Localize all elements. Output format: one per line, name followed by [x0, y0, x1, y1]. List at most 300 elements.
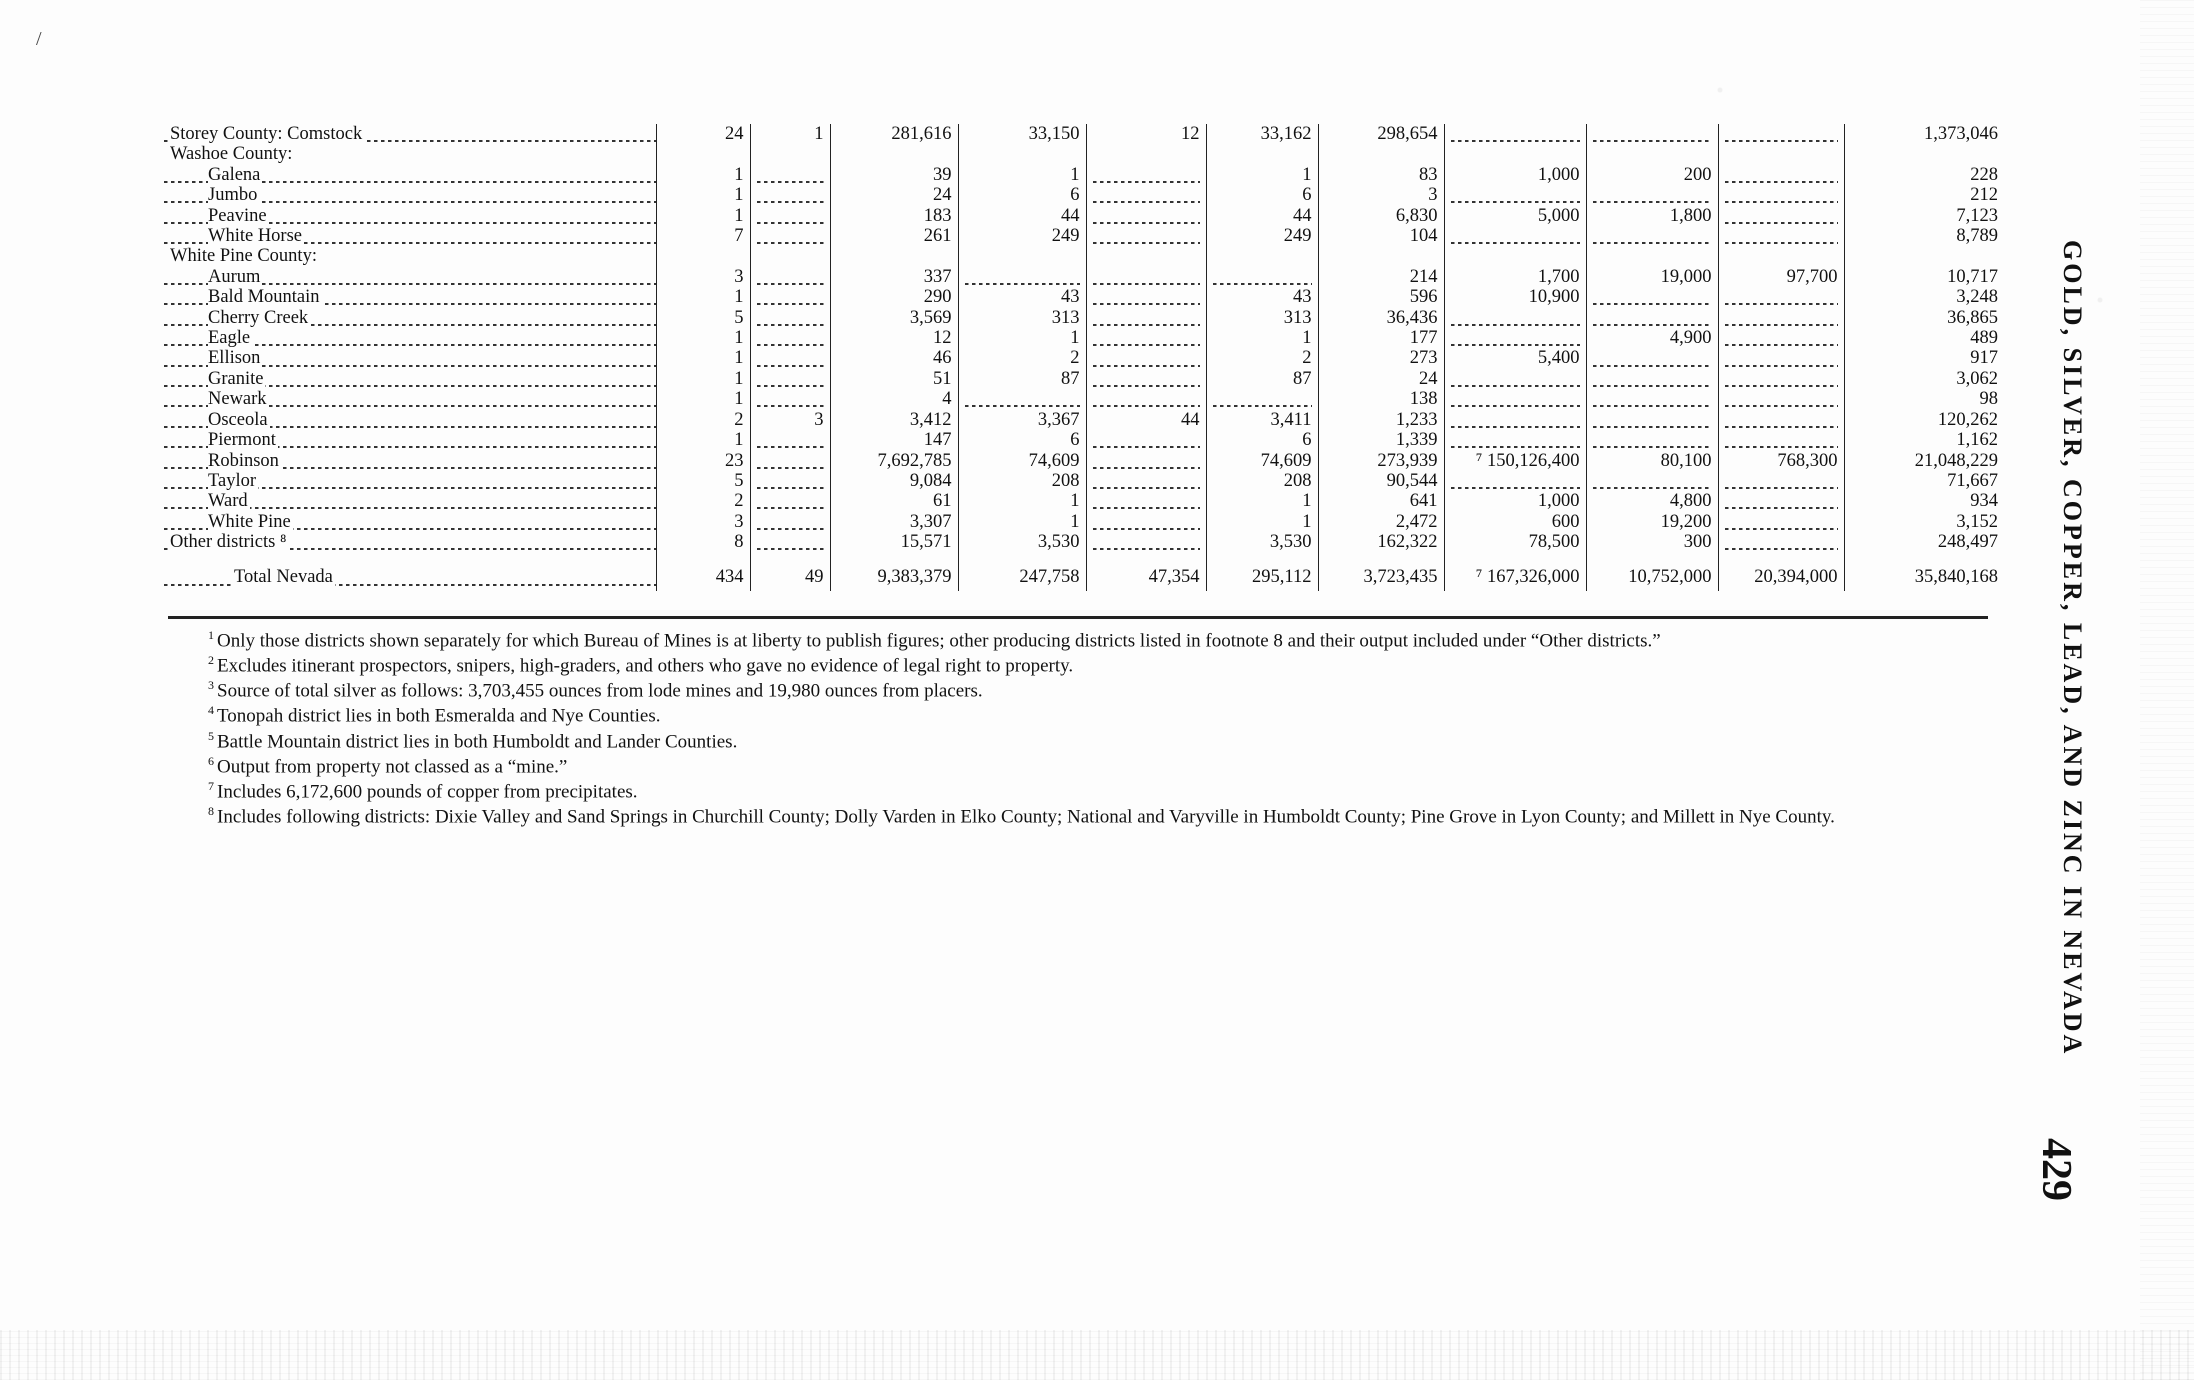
- table-cell-empty: [656, 246, 750, 266]
- table-cell: 247,758: [958, 553, 1086, 591]
- table-cell: 35,840,168: [1844, 553, 2004, 591]
- table-cell-dash: [1718, 328, 1844, 348]
- district-name: [164, 308, 656, 328]
- table-cell-dash: [1086, 348, 1206, 368]
- district-label: Jumbo: [208, 185, 258, 206]
- footnote-text: Battle Mountain district lies in both Humboldt and Lander Counties.: [217, 730, 738, 752]
- table-cell: 5,000: [1444, 206, 1586, 226]
- table-cell-empty: [830, 246, 958, 266]
- table-cell: 1: [958, 165, 1086, 185]
- table-cell: ⁷ 150,126,400: [1444, 451, 1586, 471]
- district-name: [164, 348, 656, 368]
- table-cell-dash: [1586, 471, 1718, 491]
- district-label: Aurum: [208, 266, 261, 287]
- table-cell: 3: [750, 410, 830, 430]
- table-cell-dash: [1086, 287, 1206, 307]
- table-cell: 3: [656, 267, 750, 287]
- district-name: [164, 532, 656, 552]
- district-label: Washoe County:: [170, 144, 293, 165]
- table-cell-empty: [958, 246, 1086, 266]
- footnote-mark: 2: [208, 653, 214, 668]
- table-cell-empty: [750, 246, 830, 266]
- district-name: [164, 410, 656, 430]
- footnote-text: Source of total silver as follows: 3,703,455 ounces from lode mines and 19,980 ounces from placers.: [217, 680, 983, 702]
- table-cell-empty: [656, 144, 750, 164]
- district-name: [164, 267, 656, 287]
- table-row: [164, 491, 2004, 511]
- district-label: Robinson: [208, 450, 279, 471]
- district-label: White Pine County:: [170, 246, 317, 267]
- district-name: [164, 226, 656, 246]
- table-cell: 1: [656, 389, 750, 409]
- production-table: [164, 124, 2004, 591]
- table-cell: 3: [1318, 185, 1444, 205]
- table-row: [164, 512, 2004, 532]
- table-cell: 6: [1206, 430, 1318, 450]
- table-cell-dash: [1586, 430, 1718, 450]
- footnote-text: Includes 6,172,600 pounds of copper from precipitates.: [217, 781, 638, 803]
- running-head: [2010, 240, 2120, 1090]
- district-name: [164, 512, 656, 532]
- table-cell: 36,865: [1844, 308, 2004, 328]
- table-row: [164, 451, 2004, 471]
- table-row: [164, 369, 2004, 389]
- district-name: [164, 430, 656, 450]
- table-cell-dash: [1086, 471, 1206, 491]
- table-cell: 24: [830, 185, 958, 205]
- table-cell-dash: [1586, 348, 1718, 368]
- table-cell: 183: [830, 206, 958, 226]
- table-cell-dash: [1206, 389, 1318, 409]
- table-cell: 1: [656, 328, 750, 348]
- footnote-mark: 1: [208, 628, 214, 642]
- table-cell: 6: [958, 430, 1086, 450]
- table-cell: 9,084: [830, 471, 958, 491]
- table-cell: 1: [1206, 165, 1318, 185]
- total-row: [164, 553, 2004, 591]
- table-cell: 98: [1844, 389, 2004, 409]
- table-cell: 1,800: [1586, 206, 1718, 226]
- table-cell-dash: [1586, 308, 1718, 328]
- footnote: [168, 676, 1998, 701]
- table-cell-dash: [1718, 348, 1844, 368]
- table-cell: 10,752,000: [1586, 553, 1718, 591]
- table-cell: 97,700: [1718, 267, 1844, 287]
- table-cell: 43: [958, 287, 1086, 307]
- table-row: [164, 124, 2004, 144]
- footnote-mark: 7: [208, 778, 214, 793]
- table-cell-dash: [1718, 389, 1844, 409]
- table-cell: 120,262: [1844, 410, 2004, 430]
- table-cell: 228: [1844, 165, 2004, 185]
- table-cell: 46: [830, 348, 958, 368]
- table-cell-dash: [1444, 185, 1586, 205]
- table-cell: 1,000: [1444, 491, 1586, 511]
- district-label: Granite: [208, 368, 264, 389]
- table-cell: 1: [656, 348, 750, 368]
- table-cell-dash: [1086, 451, 1206, 471]
- table-cell: 212: [1844, 185, 2004, 205]
- district-name: [164, 369, 656, 389]
- table-row: [164, 328, 2004, 348]
- table-cell-dash: [750, 287, 830, 307]
- footnote: [168, 777, 1998, 802]
- table-cell: 208: [1206, 471, 1318, 491]
- district-label: Total Nevada: [234, 566, 333, 587]
- table-cell-dash: [1086, 532, 1206, 552]
- district-label: Ellison: [208, 348, 261, 369]
- table-cell-dash: [750, 389, 830, 409]
- table-cell-dash: [750, 328, 830, 348]
- table-bottom-rule: [168, 616, 1988, 619]
- district-label: Bald Mountain: [208, 287, 320, 308]
- table-cell: 21,048,229: [1844, 451, 2004, 471]
- table-cell: 162,322: [1318, 532, 1444, 552]
- table-cell: 1: [958, 512, 1086, 532]
- table-cell-empty: [1844, 144, 2004, 164]
- table-cell-dash: [750, 348, 830, 368]
- table-cell: 74,609: [958, 451, 1086, 471]
- table-row: [164, 471, 2004, 491]
- table-cell: 596: [1318, 287, 1444, 307]
- table-cell: 147: [830, 430, 958, 450]
- table-cell-dash: [1086, 369, 1206, 389]
- table-cell-dash: [1718, 532, 1844, 552]
- table-cell: 7,123: [1844, 206, 2004, 226]
- table-cell: 43: [1206, 287, 1318, 307]
- district-name: [164, 206, 656, 226]
- table-cell-dash: [1718, 369, 1844, 389]
- table-cell-dash: [1086, 491, 1206, 511]
- table-cell: 90,544: [1318, 471, 1444, 491]
- table-cell: 2: [1206, 348, 1318, 368]
- table-row: [164, 389, 2004, 409]
- table-cell: 104: [1318, 226, 1444, 246]
- table-cell: 248,497: [1844, 532, 2004, 552]
- table-cell-dash: [750, 308, 830, 328]
- table-cell: 10,900: [1444, 287, 1586, 307]
- table-cell: 249: [1206, 226, 1318, 246]
- table-row: [164, 206, 2004, 226]
- table-cell: 83: [1318, 165, 1444, 185]
- table-cell-dash: [750, 491, 830, 511]
- table-cell: 33,162: [1206, 124, 1318, 144]
- table-cell: 3,367: [958, 410, 1086, 430]
- table-cell-dash: [1444, 369, 1586, 389]
- district-label: Storey County: Comstock: [170, 124, 363, 144]
- district-name: [164, 165, 656, 185]
- table-cell: 1: [656, 369, 750, 389]
- district-name: [164, 124, 656, 144]
- footnotes: [168, 626, 1998, 827]
- table-cell: 51: [830, 369, 958, 389]
- table-cell-dash: [1206, 267, 1318, 287]
- district-label: Other districts ⁸: [170, 532, 287, 553]
- table-cell-dash: [750, 165, 830, 185]
- district-name: [164, 471, 656, 491]
- table-cell-empty: [1718, 144, 1844, 164]
- table-cell: 313: [1206, 308, 1318, 328]
- footnote: [168, 651, 1998, 676]
- table-cell-dash: [1086, 308, 1206, 328]
- table-cell: 44: [1206, 206, 1318, 226]
- table-row: [164, 287, 2004, 307]
- table-row: [164, 246, 2004, 266]
- district-label: Osceola: [208, 409, 268, 430]
- table-cell-dash: [958, 389, 1086, 409]
- table-cell: 2,472: [1318, 512, 1444, 532]
- table-cell: 208: [958, 471, 1086, 491]
- table-cell: 78,500: [1444, 532, 1586, 552]
- table-cell-dash: [1718, 491, 1844, 511]
- table-cell: 74,609: [1206, 451, 1318, 471]
- table-cell: 20,394,000: [1718, 553, 1844, 591]
- table-body: [164, 124, 2004, 591]
- table-cell-empty: [1318, 246, 1444, 266]
- table-cell: 249: [958, 226, 1086, 246]
- table-row: [164, 185, 2004, 205]
- district-label: White Horse: [208, 226, 303, 247]
- page-number: [2010, 1138, 2120, 1208]
- footnote-mark: 8: [208, 803, 214, 818]
- table-cell: 2: [958, 348, 1086, 368]
- table-cell: 1: [1206, 512, 1318, 532]
- table-cell-dash: [1444, 308, 1586, 328]
- table-cell-dash: [1586, 389, 1718, 409]
- table-cell-dash: [1444, 124, 1586, 144]
- table-cell: 1: [656, 430, 750, 450]
- table-cell-empty: [1206, 144, 1318, 164]
- table-cell: 5: [656, 471, 750, 491]
- table-cell-empty: [1718, 246, 1844, 266]
- table-cell-dash: [750, 512, 830, 532]
- table-cell: 3,062: [1844, 369, 2004, 389]
- table-cell-dash: [1444, 430, 1586, 450]
- table-cell-empty: [958, 144, 1086, 164]
- table-cell: 300: [1586, 532, 1718, 552]
- table-cell: 61: [830, 491, 958, 511]
- footnote-text: Excludes itinerant prospectors, snipers, high-graders, and others who gave no evidence of legal right to property.: [217, 655, 1074, 677]
- footnote: [168, 701, 1998, 726]
- district-name: [164, 451, 656, 471]
- table-cell: 1: [1206, 328, 1318, 348]
- table-cell: 1: [958, 491, 1086, 511]
- footnote-mark: 4: [208, 703, 214, 718]
- scan-noise-right: [2140, 0, 2194, 1380]
- table-cell-empty: [1444, 246, 1586, 266]
- table-cell-dash: [750, 267, 830, 287]
- table-cell: 2: [656, 410, 750, 430]
- table-cell: 298,654: [1318, 124, 1444, 144]
- table-cell-dash: [1086, 165, 1206, 185]
- district-name: [164, 246, 656, 266]
- scan-speck: /: [36, 28, 42, 50]
- table-cell-dash: [1444, 471, 1586, 491]
- district-name: [164, 491, 656, 511]
- table-cell: 273: [1318, 348, 1444, 368]
- table-cell-dash: [1586, 124, 1718, 144]
- district-label: Eagle: [208, 328, 251, 349]
- footnote: [168, 727, 1998, 752]
- table-cell: 1: [656, 287, 750, 307]
- running-head-text: GOLD, SILVER, COPPER, LEAD, AND ZINC IN NEVADA: [2058, 240, 2087, 1057]
- table-cell: 261: [830, 226, 958, 246]
- table-cell-dash: [1718, 471, 1844, 491]
- table-cell-dash: [750, 369, 830, 389]
- footnote-text: Output from property not classed as a “mine.”: [217, 755, 568, 777]
- table-cell: 214: [1318, 267, 1444, 287]
- table-cell-dash: [750, 226, 830, 246]
- table-cell-dash: [1586, 410, 1718, 430]
- table-cell: 1,700: [1444, 267, 1586, 287]
- table-cell: 8: [656, 532, 750, 552]
- table-cell-empty: [830, 144, 958, 164]
- table-cell: 3,307: [830, 512, 958, 532]
- table-cell: 1,162: [1844, 430, 2004, 450]
- district-label: Taylor: [208, 470, 257, 491]
- scan-noise-bottom: [0, 1330, 2194, 1380]
- table-cell-empty: [1586, 144, 1718, 164]
- table-cell: 3,411: [1206, 410, 1318, 430]
- footnote-mark: 6: [208, 753, 214, 768]
- table-cell: 6: [1206, 185, 1318, 205]
- table-cell-dash: [1718, 206, 1844, 226]
- table-cell: 3,723,435: [1318, 553, 1444, 591]
- table-cell: 49: [750, 553, 830, 591]
- table-cell: 3,412: [830, 410, 958, 430]
- page-number-text: 429: [2033, 1138, 2079, 1201]
- table-cell: 1: [656, 165, 750, 185]
- table-cell-dash: [1718, 430, 1844, 450]
- table-cell: 6: [958, 185, 1086, 205]
- table-cell: 44: [1086, 410, 1206, 430]
- footnote: [168, 626, 1998, 651]
- table-cell: 23: [656, 451, 750, 471]
- table-cell-dash: [1718, 287, 1844, 307]
- table-cell: 313: [958, 308, 1086, 328]
- table-cell-dash: [1444, 328, 1586, 348]
- table-cell-dash: [750, 471, 830, 491]
- table-cell-empty: [750, 144, 830, 164]
- table-cell: 1: [656, 185, 750, 205]
- table-cell: 1,233: [1318, 410, 1444, 430]
- table-cell: 7,692,785: [830, 451, 958, 471]
- table-cell-dash: [1444, 389, 1586, 409]
- table-cell-dash: [1086, 267, 1206, 287]
- table-cell: 1: [750, 124, 830, 144]
- table-cell: 641: [1318, 491, 1444, 511]
- table-cell: 1: [656, 206, 750, 226]
- table-cell-dash: [1718, 226, 1844, 246]
- table-cell: 4,900: [1586, 328, 1718, 348]
- district-label: Ward: [208, 491, 248, 512]
- table-cell-dash: [1586, 369, 1718, 389]
- table-cell-dash: [1718, 410, 1844, 430]
- table-cell-dash: [750, 185, 830, 205]
- district-label: Peavine: [208, 205, 267, 226]
- table-cell: 24: [656, 124, 750, 144]
- table-cell: 295,112: [1206, 553, 1318, 591]
- table-cell: 87: [958, 369, 1086, 389]
- table-cell-empty: [1586, 246, 1718, 266]
- table-cell-empty: [1086, 144, 1206, 164]
- table-cell: 39: [830, 165, 958, 185]
- table-cell-empty: [1318, 144, 1444, 164]
- table-cell: 1,000: [1444, 165, 1586, 185]
- table-cell: 934: [1844, 491, 2004, 511]
- table-cell: 1: [958, 328, 1086, 348]
- district-label: Piermont: [208, 430, 276, 451]
- footnote: [168, 802, 1998, 827]
- table-cell-dash: [1718, 512, 1844, 532]
- table-cell: 3,530: [1206, 532, 1318, 552]
- table-cell: 9,383,379: [830, 553, 958, 591]
- table-cell-empty: [1206, 246, 1318, 266]
- footnote-text: Includes following districts: Dixie Valley and Sand Springs in Churchill County; Dolly Varden in Elko County; National and Varyville in Humboldt County; Pine Grove in Lyon County; and Millett in Nye County.: [217, 806, 1835, 828]
- table-cell: 3,152: [1844, 512, 2004, 532]
- table-cell-dash: [1086, 226, 1206, 246]
- district-name: [164, 328, 656, 348]
- district-label: Cherry Creek: [208, 307, 309, 328]
- table-cell: 273,939: [1318, 451, 1444, 471]
- district-name: [164, 553, 656, 591]
- table-cell: ⁷ 167,326,000: [1444, 553, 1586, 591]
- table-cell-dash: [1086, 185, 1206, 205]
- table-cell: 87: [1206, 369, 1318, 389]
- district-name: [164, 144, 656, 164]
- table-cell-dash: [1586, 185, 1718, 205]
- table-cell-dash: [750, 430, 830, 450]
- table-cell-dash: [1586, 287, 1718, 307]
- table-cell-dash: [1086, 328, 1206, 348]
- district-name: [164, 185, 656, 205]
- footnote: [168, 752, 1998, 777]
- table-cell: 5,400: [1444, 348, 1586, 368]
- table-cell: 138: [1318, 389, 1444, 409]
- table-cell-dash: [1086, 206, 1206, 226]
- table-cell-dash: [1086, 389, 1206, 409]
- table-cell: 1: [1206, 491, 1318, 511]
- table-cell-dash: [1718, 165, 1844, 185]
- table-cell: 19,200: [1586, 512, 1718, 532]
- table-cell: 3,248: [1844, 287, 2004, 307]
- district-label: White Pine: [208, 511, 291, 532]
- table-cell: 1,339: [1318, 430, 1444, 450]
- table-cell: 200: [1586, 165, 1718, 185]
- table-cell-dash: [1718, 185, 1844, 205]
- table-cell: 2: [656, 491, 750, 511]
- table-cell: 489: [1844, 328, 2004, 348]
- table-cell-empty: [1844, 246, 2004, 266]
- table-row: [164, 144, 2004, 164]
- table-row: [164, 532, 2004, 552]
- table-cell-dash: [1444, 226, 1586, 246]
- district-name: [164, 287, 656, 307]
- table-cell: 19,000: [1586, 267, 1718, 287]
- district-label: Newark: [208, 389, 267, 410]
- table-cell: 7: [656, 226, 750, 246]
- table-cell: 434: [656, 553, 750, 591]
- table-cell: 12: [1086, 124, 1206, 144]
- table-cell: 15,571: [830, 532, 958, 552]
- table-cell: 1,373,046: [1844, 124, 2004, 144]
- table-cell: 337: [830, 267, 958, 287]
- table-cell-dash: [1086, 430, 1206, 450]
- table-cell: 4: [830, 389, 958, 409]
- table-cell: 3,569: [830, 308, 958, 328]
- table-cell: 3: [656, 512, 750, 532]
- table-row: [164, 267, 2004, 287]
